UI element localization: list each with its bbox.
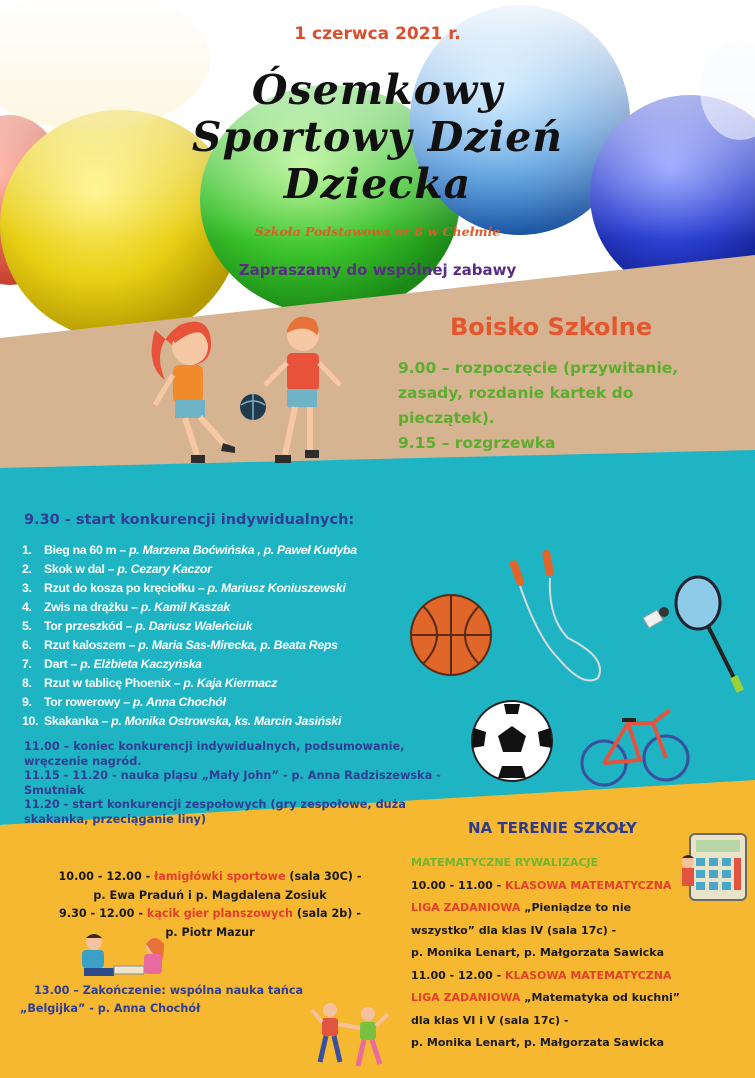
title-line-3: Dziecka [283,160,472,208]
list-item: 10. Skakanka – p. Monika Ostrowska, ks. Marcin Jasiński [22,714,342,728]
math-line: dla klas VI i V (sala 17c) - [411,1013,569,1027]
boisko-line: zasady, rozdanie kartek do [398,384,634,402]
schedule-line: skakanka, przeciąganie liny) [24,812,207,826]
badminton-icon [643,577,744,693]
sport-icons [408,548,748,798]
list-item: 7. Dart – p. Elżbieta Kaczyńska [22,657,202,671]
boisko-schedule [398,356,738,456]
math-line: wszystko” dla klas IV (sala 17c) - [411,923,617,937]
event-list [22,541,422,731]
boisko-line: 9.00 – rozpoczęcie (przywitanie, [398,359,679,377]
list-item: 5. Tor przeszkód – p. Dariusz Waleńciuk [22,619,253,633]
boisko-line: 9.15 – rozgrzewka [398,434,556,452]
math-line: LIGA ZADANIOWA „Pieniądze to nie [411,901,632,914]
activity-line: 9.30 - 12.00 - kącik gier planszowych (sala 2b) - [59,907,361,920]
schedule-line: 11.20 - start konkurencji zespołowych (gry zespołowe, duża [24,798,406,811]
invitation-text: Zapraszamy do wspólnej zabawy [238,261,517,279]
list-item: 6. Rzut kaloszem – p. Maria Sas-Mirecka, p. Beata Reps [22,638,338,652]
afternoon-schedule [24,740,454,827]
dancing-kids [310,1000,390,1075]
list-item: 1. Bieg na 60 m – p. Marzena Boćwińska , p. Paweł Kudyba [22,543,357,557]
activity-line: p. Ewa Praduń i p. Magdalena Zosiuk [93,888,327,902]
closing-line: „Belgijka” - p. Anna Chochół [20,1002,201,1015]
football-icon [472,701,552,781]
list-item: 4. Zwis na drążku – p. Kamil Kaszak [22,600,230,614]
list-item: 8. Rzut w tablicę Phoenix – p. Kaja Kiermacz [22,676,278,690]
math-line: p. Monika Lenart, p. Małgorzata Sawicka [411,1036,665,1049]
jump-rope-icon [509,550,600,681]
boisko-heading: Boisko Szkolne [450,313,653,341]
schedule-line: 11.00 – koniec konkurencji indywidualnych, podsumowanie, [24,740,405,753]
math-competitions [411,852,711,1055]
closing-line: 13.00 – Zakończenie: wspólna nauka tańca [34,984,304,997]
list-item: 9. Tor rowerowy – p. Anna Chochół [22,695,226,709]
school-section-heading: NA TERENIE SZKOŁY [468,819,637,837]
activity-line: 10.00 - 12.00 - łamigłówki sportowe (sala 30C) - [58,870,362,883]
individual-heading: 9.30 - start konkurencji indywidualnych: [24,512,355,528]
math-line: 11.00 - 12.00 - KLASOWA MATEMATYCZNA [411,968,672,982]
title-line-1: Ósemkowy [251,66,504,114]
schedule-line: Smutniak [24,783,85,797]
math-line: LIGA ZADANIOWA „Matematyka od kuchni” [411,991,681,1004]
math-line: 10.00 - 11.00 - KLASOWA MATEMATYCZNA [411,878,672,892]
activity-line: p. Piotr Mazur [165,925,255,939]
kids-board-game [72,930,172,990]
school-name: Szkoła Podstawowa nr 8 w Chełmie [254,224,501,239]
schedule-line: wręczenie nagród. [24,754,142,768]
basketball-icon [411,595,491,675]
math-line: p. Monika Lenart, p. Małgorzata Sawicka [411,946,665,959]
boisko-line: pieczątek). [398,409,495,427]
kids-playing-football [135,305,365,485]
title-line-2: Sportowy Dzień [191,113,564,161]
math-heading: MATEMATYCZNE RYWALIZACJE [411,856,599,869]
bicycle-icon [582,710,688,785]
list-item: 3. Rzut do kosza po kręciołku – p. Mariusz Koniuszewski [22,581,346,595]
list-item: 2. Skok w dal – p. Cezary Kaczor [22,562,212,576]
schedule-line: 11.15 - 11.20 - nauka pląsu „Mały John” - p. Anna Radziszewska - [24,769,441,782]
event-date: 1 czerwca 2021 r. [294,24,461,44]
